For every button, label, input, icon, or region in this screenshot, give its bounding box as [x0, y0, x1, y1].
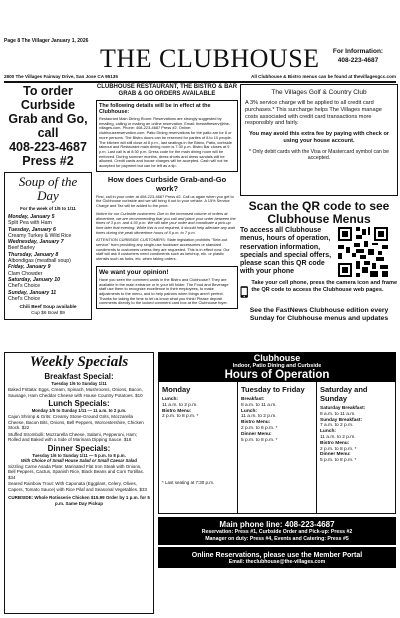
- dinner-note: With Choice of Small House Salad or Small Caesar Salad: [20, 457, 137, 463]
- hours-col-monday: [159, 382, 238, 513]
- policy-box: [96, 100, 238, 172]
- hours-section: [158, 352, 396, 614]
- online-block: [158, 547, 396, 568]
- hours-time: 2 p.m. to 8 p.m. *: [320, 446, 357, 452]
- golf-club-heading: The Villages Golf & Country Club: [271, 89, 367, 96]
- hours-label: Breakfast:: [241, 397, 265, 402]
- hours-col-weekend: [317, 382, 395, 513]
- hours-label: Bistro Menu:: [241, 420, 271, 426]
- hours-col-text: [241, 397, 313, 443]
- page-line: Page 8 The Villager January 1, 2026: [4, 38, 89, 44]
- chili-note: Chili Beef Soup available: [19, 305, 77, 311]
- menus-note: All Clubhouse & Bistro menus can be found at thevillagesgcc.com: [251, 74, 396, 79]
- opinion-heading: We want your opinion!: [99, 268, 169, 276]
- info-label: For Information:: [332, 48, 384, 55]
- fastnews-note: See the FastNews Clubhouse edition every Sunday for Clubhouse menus and updates: [249, 307, 389, 322]
- policy-heading: The following details will be in effect at the Clubhouse:: [99, 103, 211, 115]
- qr-heading-1: Scan the QR code to see: [248, 199, 390, 213]
- hours-time: 8 a.m. to 11 a.m.: [241, 402, 277, 408]
- breakfast-dates: Tuesday 1/6 to Sunday 1/11: [51, 381, 107, 386]
- soup-title-1: Soup of the: [18, 174, 78, 189]
- lunch-text-1: Cajun Shrimp & Grits: Creamy Stone-Ground Grits, Mozzarella Cheese, Bacon Bits, Onions, Bell Peppers, Worcestershire, Chicken Stock. $22: [8, 414, 144, 430]
- qr-code-icon[interactable]: [338, 227, 388, 277]
- breakfast-heading: Breakfast Special:: [44, 372, 114, 381]
- weekly-specials-box: [4, 352, 154, 614]
- hours-time: 11 a.m. to 2 p.m.: [241, 414, 277, 420]
- hours-label: Lunch:: [162, 397, 178, 402]
- soup-name: Chef's Choice: [8, 283, 41, 290]
- soup-name: Creamy Turkey & Wild Rice: [8, 232, 72, 239]
- order-line: To order: [23, 84, 73, 98]
- grab-text: First, call in your order at 408-223-4687 Press #2. Call us again when you get to the Clubhouse curbside and we will bring it out to your vehicle. A 15% Service Charge and Tax will be added to the price.: [96, 193, 234, 209]
- curbside-chicken: CURBSIDE: Whole Rotisserie Chicken $15.99 Order by 1 p.m. for 5 p.m. Same Day Pickup: [8, 495, 150, 506]
- soup-day: Thursday, January 8: [8, 251, 59, 258]
- soup-day: Friday, January 9: [8, 264, 51, 271]
- hours-time: 11 a.m. to 2 p.m.: [320, 434, 356, 440]
- hours-label: Saturday Breakfast:: [320, 406, 366, 411]
- order-line: Press #2: [22, 154, 74, 168]
- debit-note: * Only debit cards with the Visa or Mastercard symbol can be accepted.: [248, 148, 390, 161]
- mid-heading-1: CLUBHOUSE RESTAURANT, THE BISTRO & BAR: [96, 84, 238, 90]
- masthead: THE CLUBHOUSE: [100, 44, 320, 73]
- hours-col-heading: Saturday and Sunday: [320, 385, 368, 403]
- qr-heading-2: Clubhouse Menus: [267, 211, 371, 226]
- order-line: call: [37, 126, 59, 140]
- hours-time: 11 a.m. to 2 p.m.: [162, 402, 198, 408]
- soup-day: Saturday, January 10: [8, 276, 60, 283]
- hours-col-heading: Monday: [162, 385, 191, 394]
- order-block: [4, 84, 92, 168]
- dinner-text-1: Sizzling Carne Asada Plate: Marinated Flat Iron Steak with Onions, Bell Peppers, Cactus, Spanish Rice, Black Beans and Corn Tortillas. $34: [8, 463, 144, 480]
- golf-club-box: [240, 84, 398, 196]
- main-phone: Main phone line: 408-223-4687: [219, 520, 335, 529]
- attention-text: ATTENTION CURBSIDE CUSTOMERS: State legislation prohibits "Sele-out service" from providing any single-use foodware accessories or standard condiments to customers unless they are requested. This is in effect now. Our staff will ask if customers need condiments such as ketchup, etc. or plastic utensils such as forks, etc. when taking orders.: [96, 237, 230, 262]
- phone-options-1: Reservation: Press #1, Curbside Order and Pick-up: Press #2: [201, 529, 353, 535]
- soup-list: [6, 214, 90, 302]
- hours-label: Dinner Menu:: [320, 452, 351, 458]
- hours-banner: [158, 352, 396, 382]
- email-address: Email: theclubhouse@the-villages.com: [228, 559, 326, 565]
- soup-day: Sunday, January 11: [8, 289, 57, 296]
- last-seating-note: * Last seating at 7:30 p.m.: [162, 480, 215, 486]
- hours-time: 2 p.m. to 8 p.m. *: [162, 414, 199, 420]
- dinner-text-2: Seared Rainbow Trout: With Caponata (Eggplant, Celery, Olives, Capers, Tomato Sauce) with Rice Pilaf and Seasonal Vegetables. $33: [8, 481, 148, 492]
- hours-banner-title: Clubhouse: [253, 353, 301, 363]
- header-rule: [4, 81, 396, 83]
- lunch-dates: Monday 1/5 to Sunday 1/11 — 11 a.m. to 2 p.m.: [31, 408, 127, 413]
- lunch-heading: Lunch Specials:: [48, 399, 110, 408]
- middle-column: [96, 84, 238, 309]
- hours-col-text: [320, 406, 392, 464]
- hours-label: Sunday Breakfast:: [320, 417, 363, 423]
- avoid-fee-text: You may avoid this extra fee by paying with check or using your house account.: [248, 131, 390, 144]
- subheader: [4, 74, 396, 79]
- chili-prices: Cup $6 Bowl $9: [31, 311, 65, 317]
- main-phone-block: [158, 517, 396, 545]
- hours-col-text: [162, 397, 234, 420]
- qr-row: [240, 227, 398, 277]
- info-block: [318, 47, 398, 65]
- grab-heading: How does Curbside Grab-and-Go work?: [107, 174, 227, 193]
- hours-time: 5 p.m. to 8 p.m. *: [241, 437, 278, 443]
- opinion-box: [96, 266, 238, 309]
- surcharge-text: A 3% service charge will be applied to all credit card purchases.* This surcharge helps The Villages manage costs associated with credit card transactions more responsibly and fairly.: [245, 100, 382, 127]
- soup-day: Tuesday, January 6: [8, 226, 56, 233]
- soup-name: Albondigas (meatball soup): [8, 258, 71, 265]
- online-reservations: Online Reservations, please use the Member Portal: [191, 552, 363, 559]
- right-column: [240, 84, 398, 323]
- soup-name: Split Pea with Ham: [8, 220, 52, 227]
- dinner-dates: Tuesday 1/6 to Sunday 1/11 — 5 p.m. to 8 p.m.: [32, 452, 126, 458]
- hours-grid: [158, 382, 396, 514]
- hours-label: Bistro Menu:: [162, 408, 192, 414]
- qr-instructions: To access all Clubhouse menus, hours of operation, reservation information, specials and special offers, please scan this QR code with your phone: [240, 227, 332, 276]
- phone-options-2: Manager on duty: Press #4, Events and Catering: Press #5: [205, 535, 349, 542]
- notice-text: Notice for our Curbside customers: Due to the increased volume of orders at dinnertime, we are recommending that you call and place your order between the times of 3 p.m. and 4:30 p.m. We will take your order and coordinate a pick-up time later that evening. While this is not required, it should help alleviate any wait times during the peak dinnertime hours of 5 p.m. to 7 p.m.: [96, 210, 236, 235]
- soup-foot: [6, 305, 90, 317]
- hours-time: 8 a.m. to 11 a.m.: [320, 411, 356, 417]
- camera-instructions: Take your cell phone, press the camera icon and frame the QR code to access the Clubhouse web pages.: [251, 280, 398, 293]
- soup-name: Chef's Choice: [8, 295, 41, 302]
- soup-day: Monday, January 5: [8, 214, 55, 220]
- dinner-heading: Dinner Specials:: [47, 443, 111, 453]
- left-column: [4, 84, 92, 320]
- soup-name: Beef Barley: [8, 245, 35, 252]
- hours-time: 5 p.m. to 8 p.m. *: [320, 458, 357, 464]
- mid-heading-2: GRAB & GO ORDERS AVAILABLE: [118, 91, 216, 97]
- soup-name: Clam Chowder: [8, 270, 43, 277]
- soup-title-2: Day: [37, 188, 59, 203]
- hours-banner-heading: Hours of Operation: [224, 369, 330, 381]
- order-line: Grab and Go,: [8, 112, 88, 126]
- hours-banner-sub: Indoor, Patio Dining and Curbside: [232, 363, 322, 369]
- info-phone: 408-223-4687: [337, 57, 379, 64]
- lunch-text-2: Stuffed Strombolli: Mozzarella Cheese, Salami, Pepperoni, Ham; Rolled and Baked with a Side of Marinara Dipping Sauce. $18: [8, 431, 137, 442]
- hours-label: Lunch:: [241, 408, 257, 414]
- hours-label: Lunch:: [320, 429, 336, 435]
- hours-label: Dinner Menu:: [241, 431, 272, 437]
- qr-row-2: [240, 280, 398, 304]
- order-line: 408-223-4687: [9, 140, 87, 154]
- order-line: Curbside: [20, 98, 76, 112]
- policy-text: Restaurant Main Dining Room: Reservations are strongly suggested by emailing, calling or making an online reservation. Email: thestaffreserv@the-villages.com. Phone: 408-223-4687 Press #2. Online: clubhousereservation.com. Patio Dining reservations for the patio are for 8 or more persons. The Bistro doors can be reserved for parties of 8 to 10 people. The kitchen will still close at 8 p.m., last seatings in the Bistro, Patio, curbside takeout and Restaurant main dining room is 7:30 p.m. Bistro Bar closes at 9 p.m. Last call is at 8:30 p.m. Dress code for the main dining room will be enforced. During summer months, dress shorts and dress sandals will be allowed. Credit cards and house charges will be accepted. Cash will not be accepted for payment but can be left as a tip.: [99, 116, 232, 169]
- hours-time: 2 p.m. to 8 p.m. *: [241, 425, 278, 431]
- soup-week: For the week of 1/5 to 1/11: [20, 206, 76, 211]
- weekly-title: Weekly Specials: [29, 354, 129, 370]
- qr-heading: [240, 200, 398, 225]
- breakfast-text: Baked Frittata: Eggs, Cream, Spinach, Mushrooms, Onions, Bacon, Sausage, Ham Cheddar Cheese with House Country Potatoes. $10: [8, 387, 143, 398]
- opinion-text: Have you seen the comment cards in the Bistro and Clubhouse? They are available in the main entrance or in your bill folder. The Food and Beverage staff use them to recognize excellence in their employees, to make adjustments to the menu, and to help patrons when things aren't perfect. Thanks for taking the time to let us know what you think! Please deposit comments directly to the locked comment card box at the Clubhouse foyer.: [99, 276, 229, 306]
- hours-time: 7 a.m. to 2 p.m.: [320, 423, 354, 429]
- hours-col-tue-fri: [238, 382, 317, 513]
- phone-icon: [240, 280, 248, 304]
- hours-label: Bistro Menu:: [320, 440, 350, 446]
- hours-col-heading: Tuesday to Friday: [241, 385, 305, 394]
- soup-day: Wednesday, January 7: [8, 239, 64, 246]
- address: 2800 The Villages Fairway Drive, San Jose CA 95135: [4, 74, 118, 79]
- soup-box: [4, 172, 92, 320]
